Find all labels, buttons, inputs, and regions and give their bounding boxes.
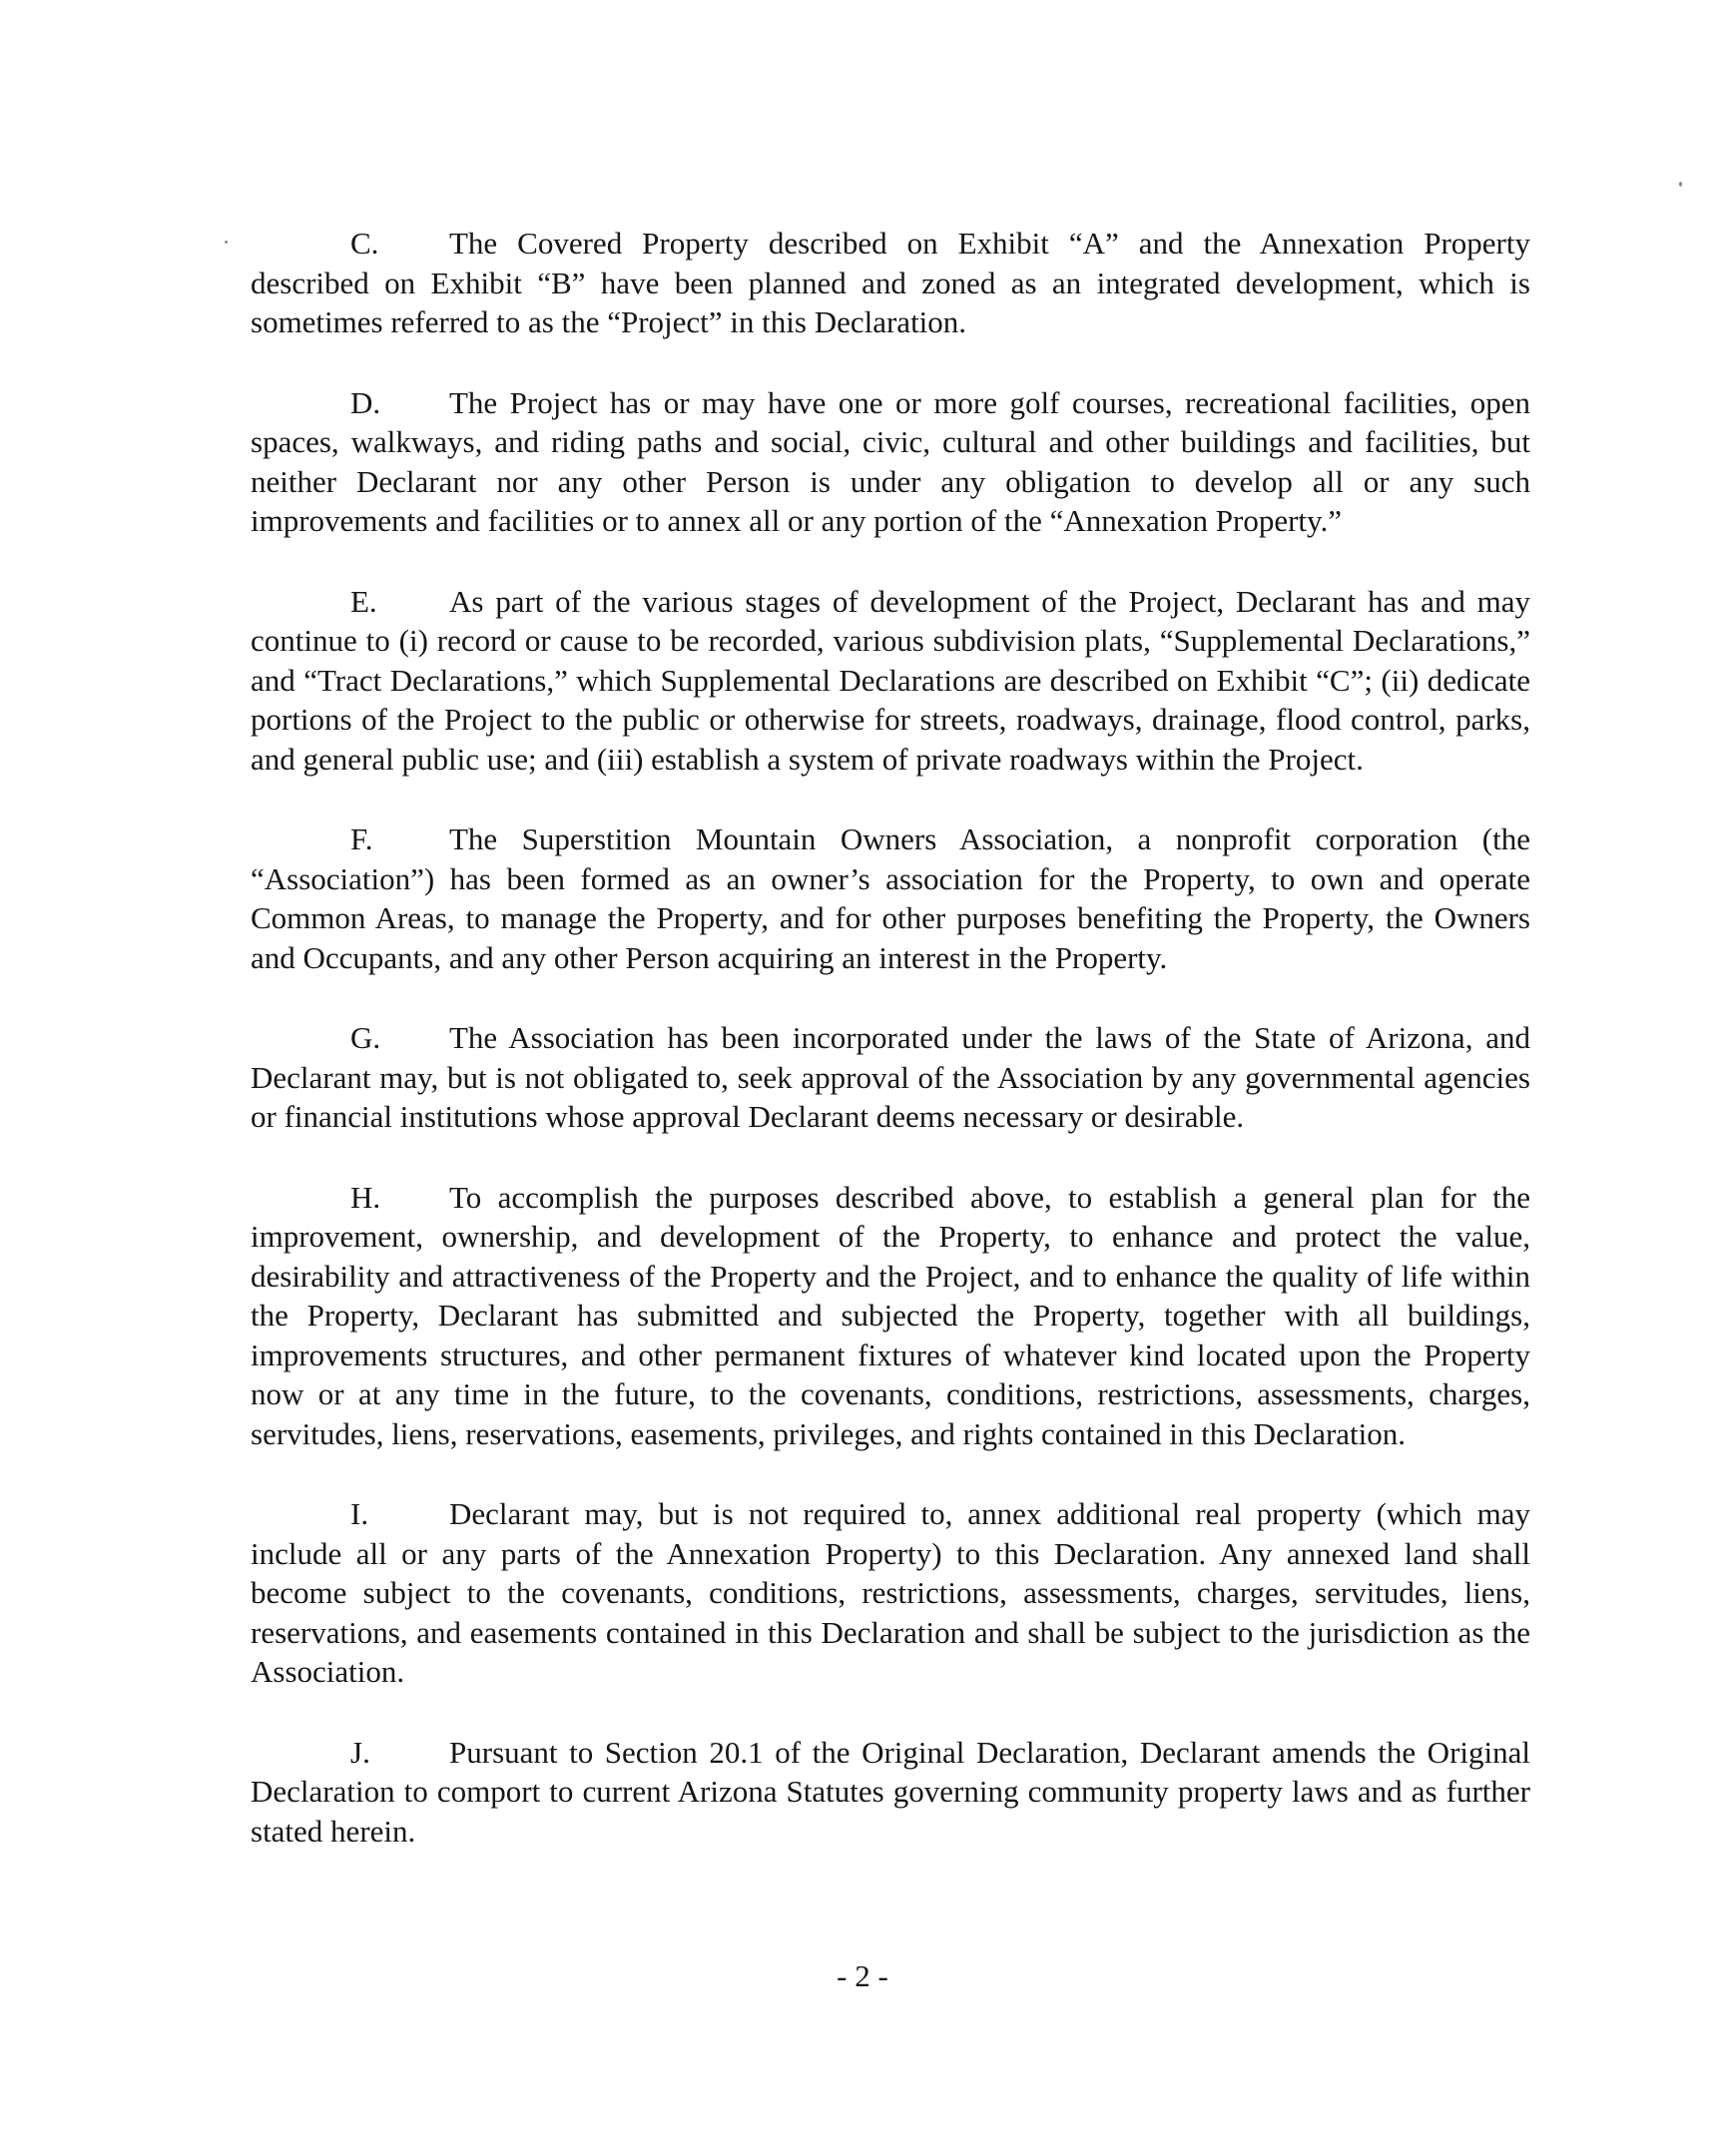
recital-letter: C. (350, 226, 379, 261)
recital-text: Declarant may, but is not required to, annex additional real property (which may include all or any parts of the Annexation Property) to this Declaration. Any annexed land shall become subject to the covenants, conditions, restrictions, assessments, charges, servitudes, liens, reservations, and easements contained in this Declaration and shall be subject to the jurisdiction as the Association. (251, 1496, 1530, 1689)
recital-j (251, 1733, 1530, 1852)
recital-letter: J. (350, 1734, 370, 1770)
recital-letter: G. (350, 1020, 381, 1055)
recital-g (251, 1018, 1530, 1137)
recital-text: The Covered Property described on Exhibit “A” and the Annexation Property described on Exhibit “B” have been planned and zoned as an integrated development, which is sometimes referred to as the “Project” in this Declaration. (251, 226, 1530, 339)
recital-d (251, 383, 1530, 541)
document-body (251, 224, 1530, 1891)
recital-text: The Project has or may have one or more golf courses, recreational facilities, open spaces, walkways, and riding paths and social, civic, cultural and other buildings and facilities, but neither Declarant nor any other Person is under any obligation to develop all or any such improvements and facilities or to annex all or any portion of the “Annexation Property.” (251, 384, 1530, 538)
page-number: - 2 - (837, 1958, 888, 1993)
recital-letter: F. (350, 821, 373, 856)
scan-speck (225, 241, 228, 244)
recital-text: Pursuant to Section 20.1 of the Original Declaration, Declarant amends the Original Declaration to comport to current Arizona Statutes governing community property laws and as further stated herein. (251, 1734, 1530, 1849)
recital-letter: I. (350, 1496, 369, 1531)
recital-text: As part of the various stages of development of the Project, Declarant has and may continue to (i) record or cause to be recorded, various subdivision plats, “Supplemental Declarations,” and “Tract Declarations,” which Supplemental Declarations are described on Exhibit “C”; (ii) dedicate portions of the Project to the public or otherwise for streets, roadways, drainage, flood control, parks, and general public use; and (iii) establish a system of private roadways within the Project. (251, 583, 1530, 777)
recital-letter: E. (350, 583, 377, 619)
recital-text: The Association has been incorporated under the laws of the State of Arizona, and Declarant may, but is not obligated to, seek approval of the Association by any governmental agencies or financial institutions whose approval Declarant deems necessary or desirable. (251, 1020, 1530, 1134)
recital-letter: D. (350, 384, 381, 420)
recital-f (251, 819, 1530, 977)
recital-letter: H. (350, 1179, 381, 1215)
scan-speck (1679, 182, 1682, 187)
recital-h (251, 1178, 1530, 1454)
recital-i (251, 1494, 1530, 1692)
recital-e (251, 582, 1530, 780)
recital-text: The Superstition Mountain Owners Association, a nonprofit corporation (the “Association”) has been formed as an owner’s association for the Property, to own and operate Common Areas, to manage the Property, and for other purposes benefiting the Property, the Owners and Occupants, and any other Person acquiring an interest in the Property. (251, 821, 1530, 975)
recital-text: To accomplish the purposes described above, to establish a general plan for the improvement, ownership, and development of the Property, to enhance and protect the value, desirability and attractiveness of the Property and the Project, and to enhance the quality of life within the Property, Declarant has submitted and subjected the Property, together with all buildings, improvements structures, and other permanent fixtures of whatever kind located upon the Property now or at any time in the future, to the covenants, conditions, restrictions, assessments, charges, servitudes, liens, reservations, easements, privileges, and rights contained in this Declaration. (251, 1179, 1530, 1451)
recital-c (251, 224, 1530, 342)
